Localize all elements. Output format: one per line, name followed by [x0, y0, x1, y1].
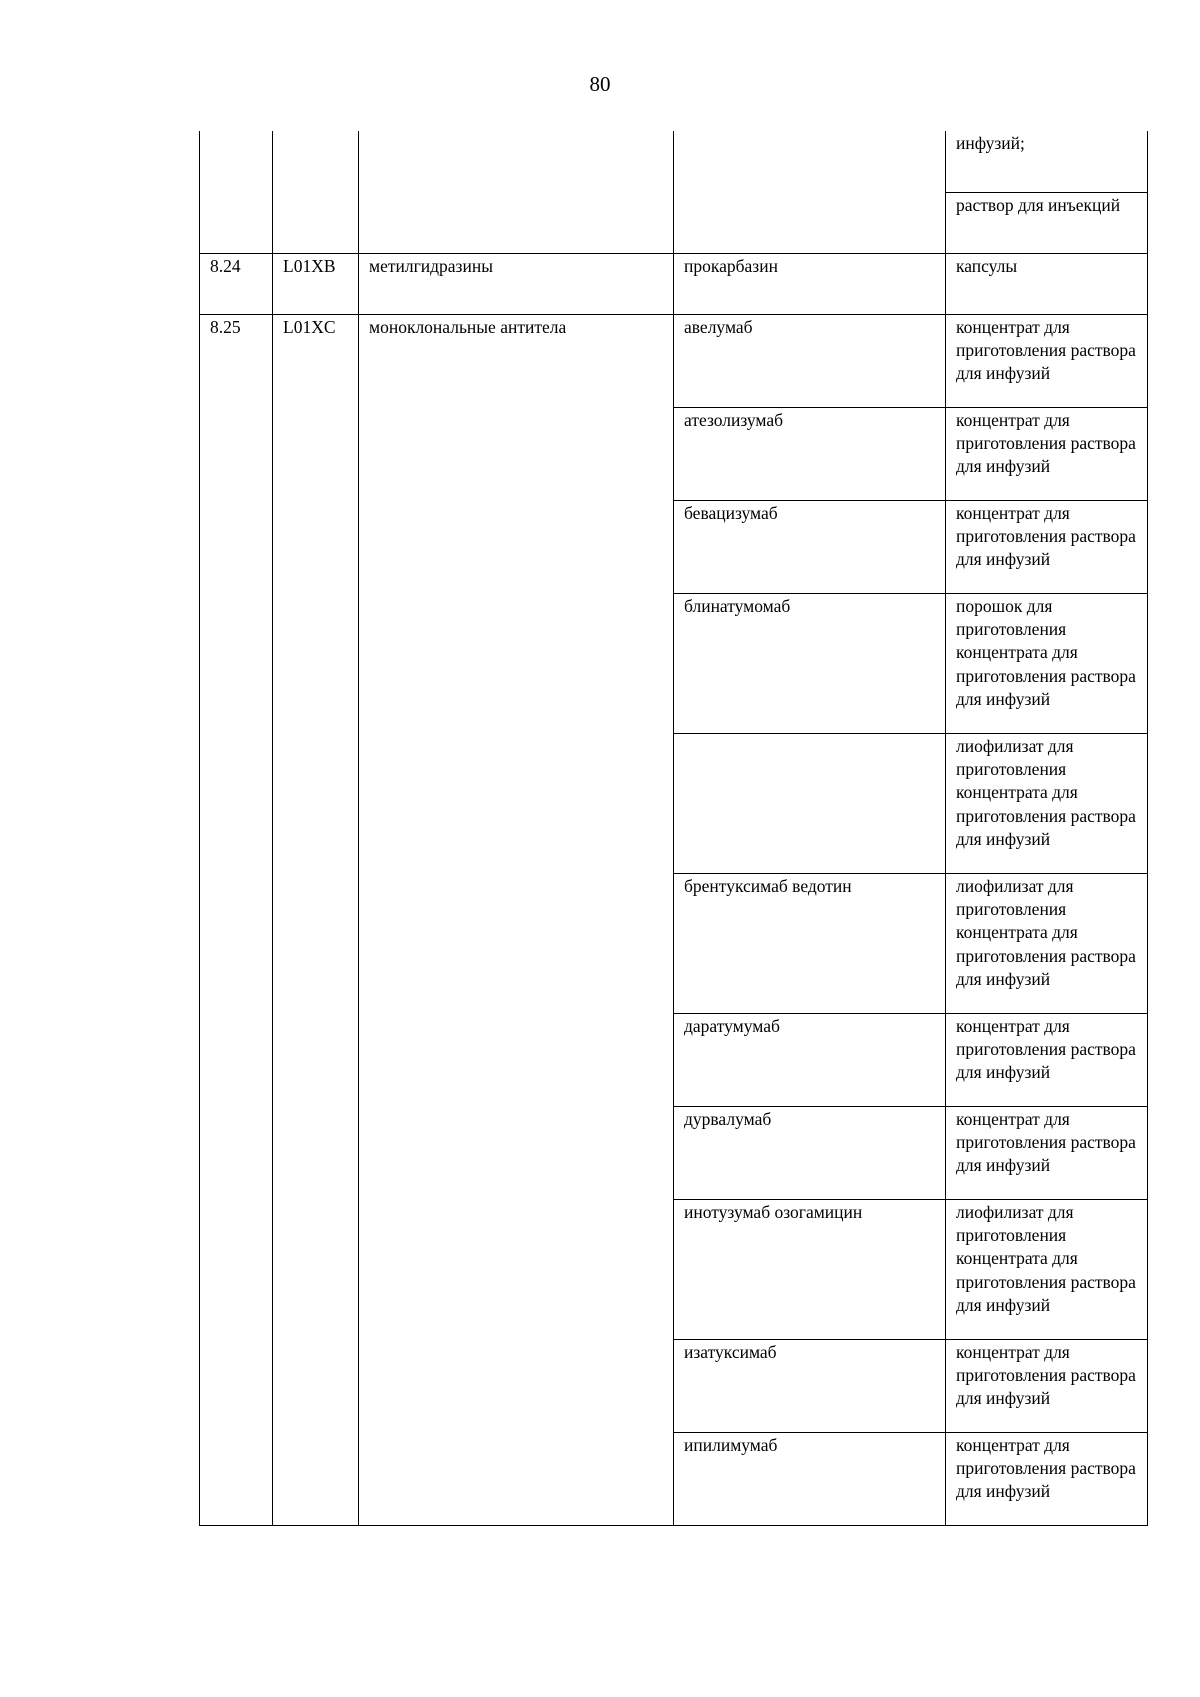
drug-cell: даратумумаб — [674, 1013, 946, 1106]
num-cell — [200, 131, 273, 253]
form-cell: концентрат для приготовления раствора для инфузий — [946, 407, 1148, 500]
drug-table — [199, 131, 1148, 1526]
form-cell: концентрат для приготовления раствора для инфузий — [946, 314, 1148, 407]
table-row — [200, 253, 1148, 314]
form-cell: концентрат для приготовления раствора для инфузий — [946, 500, 1148, 593]
form-cell: лиофилизат для приготовления концентрата для приготовления раствора для инфузий — [946, 733, 1148, 873]
form-cell: лиофилизат для приготовления концентрата для приготовления раствора для инфузий — [946, 1199, 1148, 1339]
num-cell: 8.25 — [200, 314, 273, 1525]
form-cell: инфузий; — [946, 131, 1148, 192]
form-cell: концентрат для приготовления раствора для инфузий — [946, 1106, 1148, 1199]
code-cell: L01XC — [273, 314, 359, 1525]
drug-cell: брентуксимаб ведотин — [674, 873, 946, 1013]
drug-cell: авелумаб — [674, 314, 946, 407]
form-cell: порошок для приготовления концентрата для приготовления раствора для инфузий — [946, 593, 1148, 733]
drug-cell: ипилимумаб — [674, 1432, 946, 1525]
drug-cell: блинатумомаб — [674, 593, 946, 733]
code-cell — [273, 131, 359, 253]
drug-cell: инотузумаб озогамицин — [674, 1199, 946, 1339]
form-cell: концентрат для приготовления раствора для инфузий — [946, 1339, 1148, 1432]
drug-cell — [674, 131, 946, 253]
group-cell: моноклональные антитела — [359, 314, 674, 1525]
table-row — [200, 314, 1148, 407]
drug-cell — [674, 733, 946, 873]
form-cell: концентрат для приготовления раствора для инфузий — [946, 1013, 1148, 1106]
form-cell: лиофилизат для приготовления концентрата для приготовления раствора для инфузий — [946, 873, 1148, 1013]
drug-cell: бевацизумаб — [674, 500, 946, 593]
group-cell: метилгидразины — [359, 253, 674, 314]
form-cell: концентрат для приготовления раствора для инфузий — [946, 1432, 1148, 1525]
drug-cell: изатуксимаб — [674, 1339, 946, 1432]
table-row — [200, 131, 1148, 192]
drug-cell: дурвалумаб — [674, 1106, 946, 1199]
form-text: раствор для инъекций — [956, 194, 1121, 215]
form-cell: капсулы — [946, 253, 1148, 314]
form-cell — [946, 192, 1148, 253]
group-cell — [359, 131, 674, 253]
drug-cell: атезолизумаб — [674, 407, 946, 500]
num-cell: 8.24 — [200, 253, 273, 314]
drug-cell: прокарбазин — [674, 253, 946, 314]
page-number: 80 — [589, 72, 611, 96]
code-cell: L01XB — [273, 253, 359, 314]
